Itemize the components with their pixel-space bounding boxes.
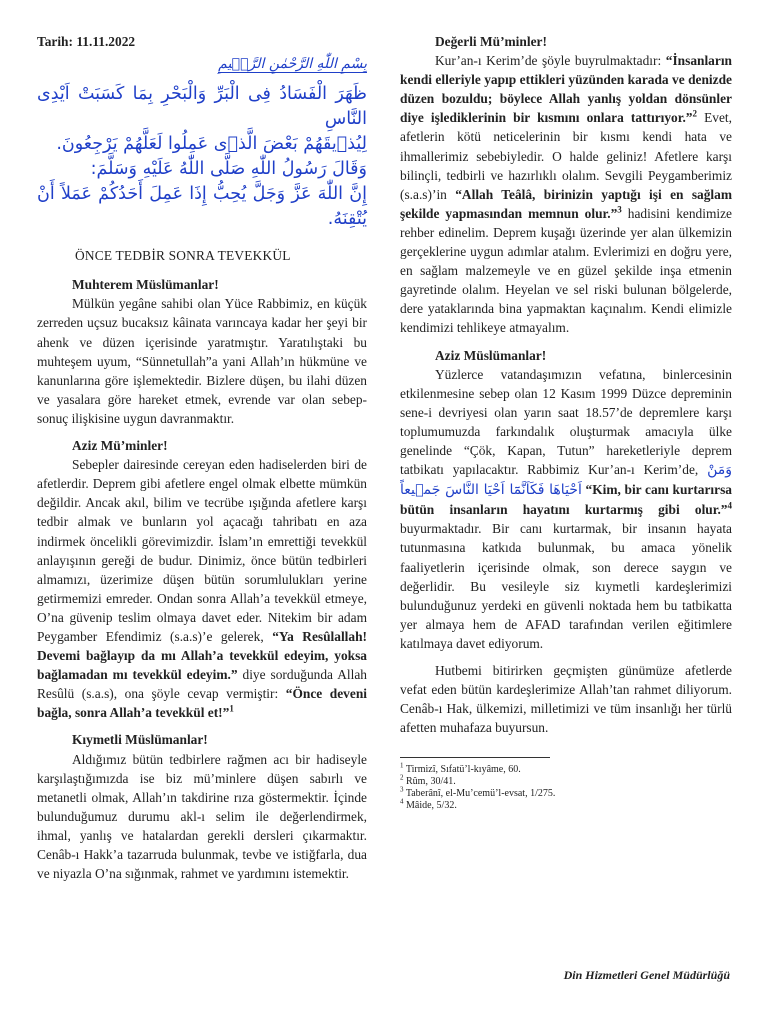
arabic-verse-block	[37, 82, 367, 232]
footnote-3: $^3$ Taberânî, el-Mu’cemü’l-evsat, 1/275.	[400, 786, 556, 800]
footnote-ref-4: 4	[727, 500, 732, 511]
footnote-ref-2: 2	[692, 108, 697, 119]
paragraph-tevekkul	[37, 455, 367, 722]
bismillah	[37, 55, 367, 74]
hadith-answer: “Önce deveni bağla, sonra Allah’a tevekkül et!”	[37, 686, 367, 721]
footnote-ref-3: 3	[617, 204, 622, 215]
verse-translation: “İnsanların kendi elleriyle yapıp ettikleri yüzünden karada ve denizde düzen bozuldu; böylece Allah yanlış yoldan dönsünler diye işlediklerinin bir kısmını onlara tattırıyor.”	[400, 53, 732, 126]
publisher-signature: Din Hizmetleri Genel Müdürlüğü	[563, 968, 730, 982]
paragraph-closing: Hutbemi bitirirken geçmişten günümüze afetlerde vefat eden bütün kardeşlerimize Allah’tan rahmet diliyorum. Cenâb-ı Hak, ülkemizi, milletimizi ve tüm insanlığı her türlü afetten muhafaza buyursun.	[400, 663, 732, 736]
paragraph-quran-verse	[400, 51, 732, 337]
footnote-ref-1: 1	[229, 703, 234, 714]
paragraph-tevekkul-a: Sebepler dairesinde cereyan eden hadiselerden biri de afetlerdir. Deprem gibi afetlere engel olmak elbette mümkün değildir. Ancak akıl, bilim ve tecrübe ışığında afetlere karşı tedbir almak ve bunların yol açacağı tahribatı en aza indirmek öncelikli görevimizdir. İslam’ın emrettiği tevekkül anlayışının gereği de budur. Dinimiz, önce bütün tedbirleri almamızı, üzerimize düşen bütün sorumlulukları yerine getirmemizi emreder. Ondan sonra Allah’a tevekkül etmeye, O’na güvenip teslim olmaya davet eder. Nitekim bir adam Peygamber Efendimiz (s.a.s)’e gelerek,	[37, 457, 367, 644]
heading-kiymetli: Kıymetli Müslümanlar!	[72, 732, 208, 748]
heading-muhterem: Muhterem Müslümanlar!	[72, 277, 219, 293]
paragraph-quran-verse-a: Kur’an-ı Kerim’de şöyle buyrulmaktadır:	[435, 53, 662, 69]
footnotes	[400, 764, 732, 812]
hadith-itkan: “Allah Teâlâ, birinizin yaptığı işi en sağlam şekilde yapmasından memnun olur.”	[400, 186, 732, 221]
paragraph-tatbikat	[400, 365, 732, 653]
heading-aziz-muminler: Aziz Mü’minler!	[72, 438, 168, 454]
footnote-4: $^4$ Mâide, 5/32.	[400, 798, 457, 812]
paragraph-quran-verse-c: Evet, afetlerin kötü neticelerinin bir kısmı kendi hata ve ihmallerimiz sebebiyledir. O halde geliniz! Afetlere karşı bilinçli, tedbirli ve hazırlıklı olalım. Sevgili Peygamberimiz (s.a.s)’in	[400, 110, 732, 202]
footnote-1: $^1$ Tirmizî, Sıfatü’l-kıyâme, 60.	[400, 762, 521, 776]
arabic-line-4: إِنَّ اللّٰهَ عَزَّ وَجَلَّ يُحِبُّ إِذَا عَمِلَ أَحَدُكُمْ عَمَلاً أَنْ يُتْقِنَهُ.	[37, 184, 367, 230]
paragraph-quran-verse-e: hadisini kendimize rehber edinelim. Deprem kuşağı üzerinde yer alan ülkemizin gerçeklerine uygun adımlar atalım. Evlerimizi en doğru yere, en sağlam malzemeyle ve en güzel şekilde inşa etmenin gayretinde olalım. Heyelan ve sel riski bulunan bölgelerde, dere yataklarında bina yapmaktan kaçınalım. Kendi elimizle kendimizi tehlikeye atmayalım.	[400, 205, 732, 336]
arabic-inline-verse: وَمَنْ اَحْيَاهَا فَكَاَنَّمَٓا اَحْيَا النَّاسَ جَم۪يعاً	[400, 462, 732, 499]
heading-aziz-muslumanlar: Aziz Müslümanlar!	[435, 347, 547, 363]
left-column	[37, 32, 367, 883]
hadith-question: “Ya Resûlallah! Devemi bağlayıp da mı Allah’a tevekkül edeyim, yoksa bağlamadan mı tevekkül edeyim.”	[37, 628, 368, 683]
paragraph-tatbikat-c: buyurmaktadır. Bir canı kurtarmak, bir insanın hayata tutunmasına katkıda bulunmak, bu amaca yönelik faaliyetlerin içerisinde olmak, son derece saygın ve değerlidir. Bu vesileyle siz kıymetli kardeşlerimizi bulunduğunuz yerdeki en güvenli noktada hem bu tatbikatta yer almaya hem de AFAD tarafından verilen eğitimlere katılmaya davet ediyorum.	[400, 521, 732, 651]
heading-degerli: Değerli Mü’minler!	[435, 34, 547, 49]
verse-kurtarmak: “Kim, bir canı kurtarırsa bütün insanların hayatını kurtarmış gibi olur.”	[400, 482, 733, 518]
arabic-line-1: ظَهَرَ الْفَسَادُ فِى الْبَرِّ وَالْبَحْرِ بِمَا كَسَبَتْ اَيْدِى النَّاسِ	[37, 84, 367, 130]
arabic-line-2: لِيُذ۪يقَهُمْ بَعْضَ الَّذ۪ى عَمِلُوا لَعَلَّهُمْ يَرْجِعُونَ.	[56, 134, 367, 155]
paragraph-sabir: Aldığımız bütün tedbirlere rağmen acı bir hadiseyle karşılaştığımızda ise biz mü’minlere düşen sabırlı ve metanetli olmak, Allah’ın takdirine rıza göstermektir. İçinde bulunduğumuz durumu akl-ı selim ile değerlendirmek, ihmal, yanlış ve hatalardan gerekli dersleri çıkarmaktır. Cenâb-ı Hakk’a tazarruda bulunmak, tevbe ve istiğfarla, dua ve niyazla O’na sığınmak, rahmet ve yardımını istemektir.	[37, 751, 367, 882]
footnote-2: $^2$ Rûm, 30/41.	[400, 774, 456, 788]
paragraph-tatbikat-a: Yüzlerce vatandaşımızın vefatına, binlercesinin etkilenmesine sebep olan 12 Kasım 1999 Düzce depreminin sene-i devriyesi olan yarın saat 18.57’de depremlere karşı toplumumuzda farkındalık oluşturmak amacıyla ülke genelinde “Çök, Kapan, Tutun” hareketleriyle deprem tatbikatı yapılacaktır. Rabbimiz Kur’an-ı Kerim’de,	[400, 366, 732, 478]
paragraph-tevekkul-c: diye sorduğunda Allah Resûlü (s.a.s), ona şöyle cevap vermiştir:	[37, 667, 367, 702]
footnote-divider	[400, 757, 550, 758]
right-column	[400, 32, 732, 812]
arabic-line-3: وَقَالَ رَسُولُ اللّٰهِ صَلَّى اللّٰهُ عَلَيْهِ وَسَلَّمَ:	[90, 159, 367, 180]
date-line: Tarih: 11.11.2022	[37, 34, 136, 49]
bismillah-text: بِسْمِ اللّٰهِ الرَّحْمٰنِ الرَّح۪يمِ	[218, 56, 367, 73]
sermon-title: ÖNCE TEDBİR SONRA TEVEKKÜL	[75, 248, 291, 264]
paragraph-intro: Mülkün yegâne sahibi olan Yüce Rabbimiz, en küçük zerreden uçsuz bucaksız kâinata varıncaya kadar her şeyi bir ahenk ve düzen içerisinde yaratmıştır. Yaratılıştaki bu muhteşem uyum, “Sünnetullah”a yani Allah’ın hükmüne ve kanunlarına göre işlemektedir. Bizlere düşen, bu ilahi düzen ve yasalara göre hareket etmek, evrende var olan sebep-sonuç ilişkisine uygun davranmaktır.	[37, 296, 367, 426]
